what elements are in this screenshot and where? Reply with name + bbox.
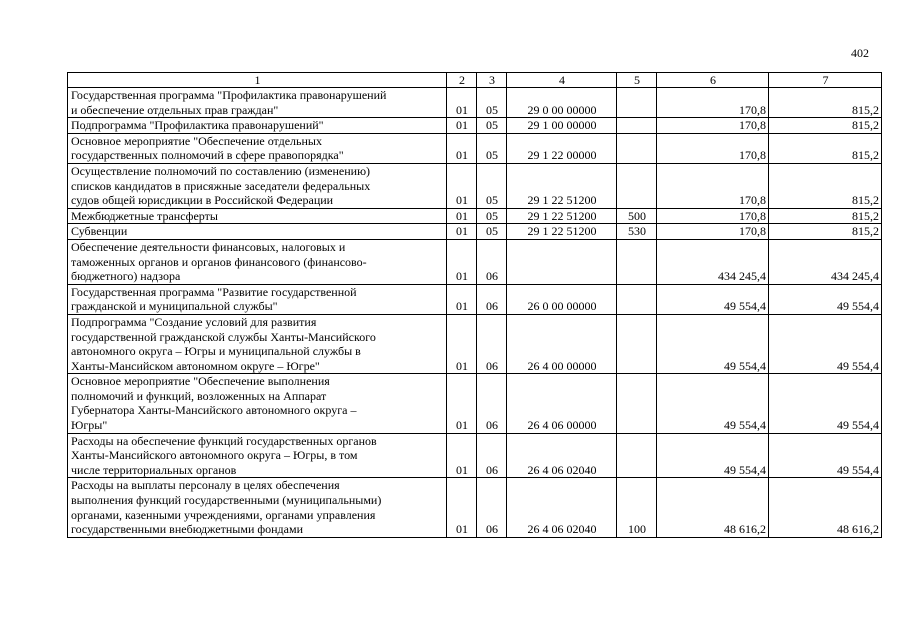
row-name-cell xyxy=(68,284,447,314)
section-code-cell: 01 xyxy=(447,314,477,373)
amount-col6-cell: 49 554,4 xyxy=(657,374,769,433)
amount-col7-cell: 815,2 xyxy=(769,163,882,208)
row-name-cell xyxy=(68,374,447,433)
expense-type-cell xyxy=(617,284,657,314)
amount-col6-cell: 48 616,2 xyxy=(657,478,769,537)
table-row xyxy=(68,374,882,433)
expense-type-cell: 530 xyxy=(617,224,657,240)
row-name-cell xyxy=(68,208,447,224)
amount-col6-cell: 170,8 xyxy=(657,224,769,240)
subsection-code-cell: 06 xyxy=(477,374,507,433)
subsection-code-cell: 05 xyxy=(477,208,507,224)
row-name-line: Основное мероприятие "Обеспечение отдельных xyxy=(71,133,322,148)
row-name-line: Подпрограмма "Создание условий для развития xyxy=(71,314,317,329)
row-name-cell xyxy=(68,133,447,163)
amount-col6-cell: 170,8 xyxy=(657,208,769,224)
table-row xyxy=(68,88,882,118)
table-row xyxy=(68,208,882,224)
amount-col7-cell: 48 616,2 xyxy=(769,478,882,537)
section-code-cell: 01 xyxy=(447,224,477,240)
header-col-7: 7 xyxy=(769,73,882,88)
header-col-6: 6 xyxy=(657,73,769,88)
target-article-cell xyxy=(507,239,617,284)
row-name-line: Югры" xyxy=(71,418,108,433)
subsection-code-cell: 05 xyxy=(477,88,507,118)
section-code-cell: 01 xyxy=(447,118,477,134)
section-code-cell: 01 xyxy=(447,208,477,224)
header-col-2: 2 xyxy=(447,73,477,88)
row-name-line: полномочий и функций, возложенных на Аппарат xyxy=(71,388,327,403)
target-article-cell: 26 4 06 00000 xyxy=(507,374,617,433)
expense-type-cell xyxy=(617,118,657,134)
table-row xyxy=(68,224,882,240)
amount-col6-cell: 170,8 xyxy=(657,163,769,208)
table-row xyxy=(68,478,882,537)
row-name-line: Осуществление полномочий по составлению (изменению) xyxy=(71,163,371,178)
expense-type-cell xyxy=(617,374,657,433)
target-article-cell: 29 1 00 00000 xyxy=(507,118,617,134)
expense-type-cell xyxy=(617,163,657,208)
row-name-line: выполнения функций государственными (муниципальными) xyxy=(71,493,382,508)
table-row xyxy=(68,314,882,373)
row-name-cell xyxy=(68,88,447,118)
row-name-line: Обеспечение деятельности финансовых, налоговых и xyxy=(71,239,346,254)
table-body xyxy=(68,88,882,538)
subsection-code-cell: 05 xyxy=(477,133,507,163)
subsection-code-cell: 05 xyxy=(477,224,507,240)
row-name-line: автономного округа – Югры и муниципальной службы в xyxy=(71,344,361,359)
row-name-line: Государственная программа "Профилактика правонарушений xyxy=(71,88,387,102)
section-code-cell: 01 xyxy=(447,374,477,433)
row-name-cell xyxy=(68,224,447,240)
subsection-code-cell: 06 xyxy=(477,314,507,373)
target-article-cell: 29 1 22 00000 xyxy=(507,133,617,163)
target-article-cell: 29 1 22 51200 xyxy=(507,224,617,240)
target-article-cell: 29 1 22 51200 xyxy=(507,163,617,208)
section-code-cell: 01 xyxy=(447,133,477,163)
header-col-1: 1 xyxy=(68,73,447,88)
expense-type-cell xyxy=(617,88,657,118)
subsection-code-cell: 06 xyxy=(477,433,507,478)
target-article-cell: 29 0 00 00000 xyxy=(507,88,617,118)
subsection-code-cell: 06 xyxy=(477,478,507,537)
amount-col7-cell: 815,2 xyxy=(769,224,882,240)
subsection-code-cell: 05 xyxy=(477,163,507,208)
row-name-cell xyxy=(68,314,447,373)
amount-col7-cell: 815,2 xyxy=(769,88,882,118)
header-col-4: 4 xyxy=(507,73,617,88)
row-name-line: Субвенции xyxy=(71,224,128,239)
subsection-code-cell: 06 xyxy=(477,239,507,284)
amount-col7-cell: 49 554,4 xyxy=(769,314,882,373)
row-name-cell xyxy=(68,118,447,134)
amount-col6-cell: 49 554,4 xyxy=(657,314,769,373)
page-number: 402 xyxy=(851,46,869,60)
amount-col7-cell: 49 554,4 xyxy=(769,284,882,314)
target-article-cell: 26 4 00 00000 xyxy=(507,314,617,373)
amount-col6-cell: 49 554,4 xyxy=(657,433,769,478)
row-name-line: списков кандидатов в присяжные заседатели федеральных xyxy=(71,178,371,193)
amount-col7-cell: 815,2 xyxy=(769,118,882,134)
amount-col7-cell: 49 554,4 xyxy=(769,374,882,433)
target-article-cell: 29 1 22 51200 xyxy=(507,208,617,224)
table-row xyxy=(68,433,882,478)
amount-col7-cell: 49 554,4 xyxy=(769,433,882,478)
table-row xyxy=(68,284,882,314)
row-name-line: Основное мероприятие "Обеспечение выполнения xyxy=(71,374,330,389)
amount-col7-cell: 434 245,4 xyxy=(769,239,882,284)
row-name-line: Расходы на выплаты персоналу в целях обеспечения xyxy=(71,478,340,493)
target-article-cell: 26 4 06 02040 xyxy=(507,478,617,537)
amount-col6-cell: 170,8 xyxy=(657,88,769,118)
expense-type-cell: 100 xyxy=(617,478,657,537)
target-article-cell: 26 0 00 00000 xyxy=(507,284,617,314)
header-col-5: 5 xyxy=(617,73,657,88)
expense-type-cell: 500 xyxy=(617,208,657,224)
subsection-code-cell: 06 xyxy=(477,284,507,314)
row-name-line: числе территориальных органов xyxy=(71,462,237,477)
amount-col6-cell: 49 554,4 xyxy=(657,284,769,314)
amount-col6-cell: 170,8 xyxy=(657,118,769,134)
expense-type-cell xyxy=(617,133,657,163)
table-row xyxy=(68,133,882,163)
row-name-line: судов общей юрисдикции в Российской Федерации xyxy=(71,193,334,208)
row-name-line: Расходы на обеспечение функций государственных органов xyxy=(71,433,377,448)
section-code-cell: 01 xyxy=(447,433,477,478)
row-name-cell xyxy=(68,239,447,284)
table-header-row xyxy=(68,73,882,88)
row-name-line: и обеспечение отдельных прав граждан" xyxy=(71,102,279,117)
expense-type-cell xyxy=(617,433,657,478)
row-name-line: органами, казенными учреждениями, органами управления xyxy=(71,507,376,522)
row-name-line: государственных полномочий в сфере правопорядка" xyxy=(71,148,344,163)
section-code-cell: 01 xyxy=(447,284,477,314)
row-name-line: Межбюджетные трансферты xyxy=(71,208,218,223)
expense-type-cell xyxy=(617,239,657,284)
row-name-cell xyxy=(68,478,447,537)
table-row xyxy=(68,163,882,208)
row-name-line: таможенных органов и органов финансового (финансово- xyxy=(71,254,367,269)
section-code-cell: 01 xyxy=(447,163,477,208)
row-name-line: Губернатора Ханты-Мансийского автономного округа – xyxy=(71,403,357,418)
subsection-code-cell: 05 xyxy=(477,118,507,134)
expense-type-cell xyxy=(617,314,657,373)
row-name-cell xyxy=(68,433,447,478)
row-name-line: государственными внебюджетными фондами xyxy=(71,522,304,537)
row-name-line: Государственная программа "Развитие государственной xyxy=(71,284,357,299)
section-code-cell: 01 xyxy=(447,88,477,118)
amount-col6-cell: 170,8 xyxy=(657,133,769,163)
row-name-line: бюджетного) надзора xyxy=(71,269,181,284)
budget-table xyxy=(67,72,882,538)
table-row xyxy=(68,239,882,284)
row-name-line: Подпрограмма "Профилактика правонарушений" xyxy=(71,118,324,133)
section-code-cell: 01 xyxy=(447,478,477,537)
amount-col7-cell: 815,2 xyxy=(769,208,882,224)
header-col-3: 3 xyxy=(477,73,507,88)
row-name-line: гражданской и муниципальной службы" xyxy=(71,299,278,314)
amount-col7-cell: 815,2 xyxy=(769,133,882,163)
section-code-cell: 01 xyxy=(447,239,477,284)
row-name-line: государственной гражданской службы Ханты-Мансийского xyxy=(71,329,376,344)
row-name-line: Ханты-Мансийского автономного округа – Югры, в том xyxy=(71,448,358,463)
row-name-cell xyxy=(68,163,447,208)
row-name-line: Ханты-Мансийском автономном округе – Югре" xyxy=(71,358,320,373)
amount-col6-cell: 434 245,4 xyxy=(657,239,769,284)
table-row xyxy=(68,118,882,134)
target-article-cell: 26 4 06 02040 xyxy=(507,433,617,478)
